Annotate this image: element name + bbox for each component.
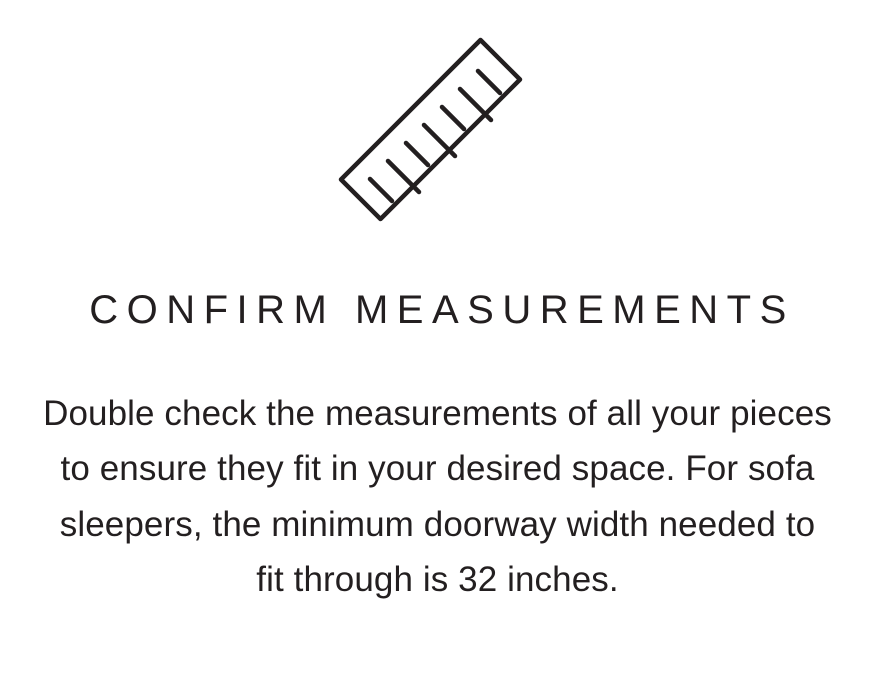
icon-container (0, 24, 875, 234)
ruler-icon (323, 37, 553, 222)
page-title: CONFIRM MEASUREMENTS (89, 288, 795, 332)
description-text: Double check the measurements of all your pieces to ensure they fit in your desired space. For sofa sleepers, the minimum doorway width needed to fit through is 32 inches. (43, 394, 832, 599)
